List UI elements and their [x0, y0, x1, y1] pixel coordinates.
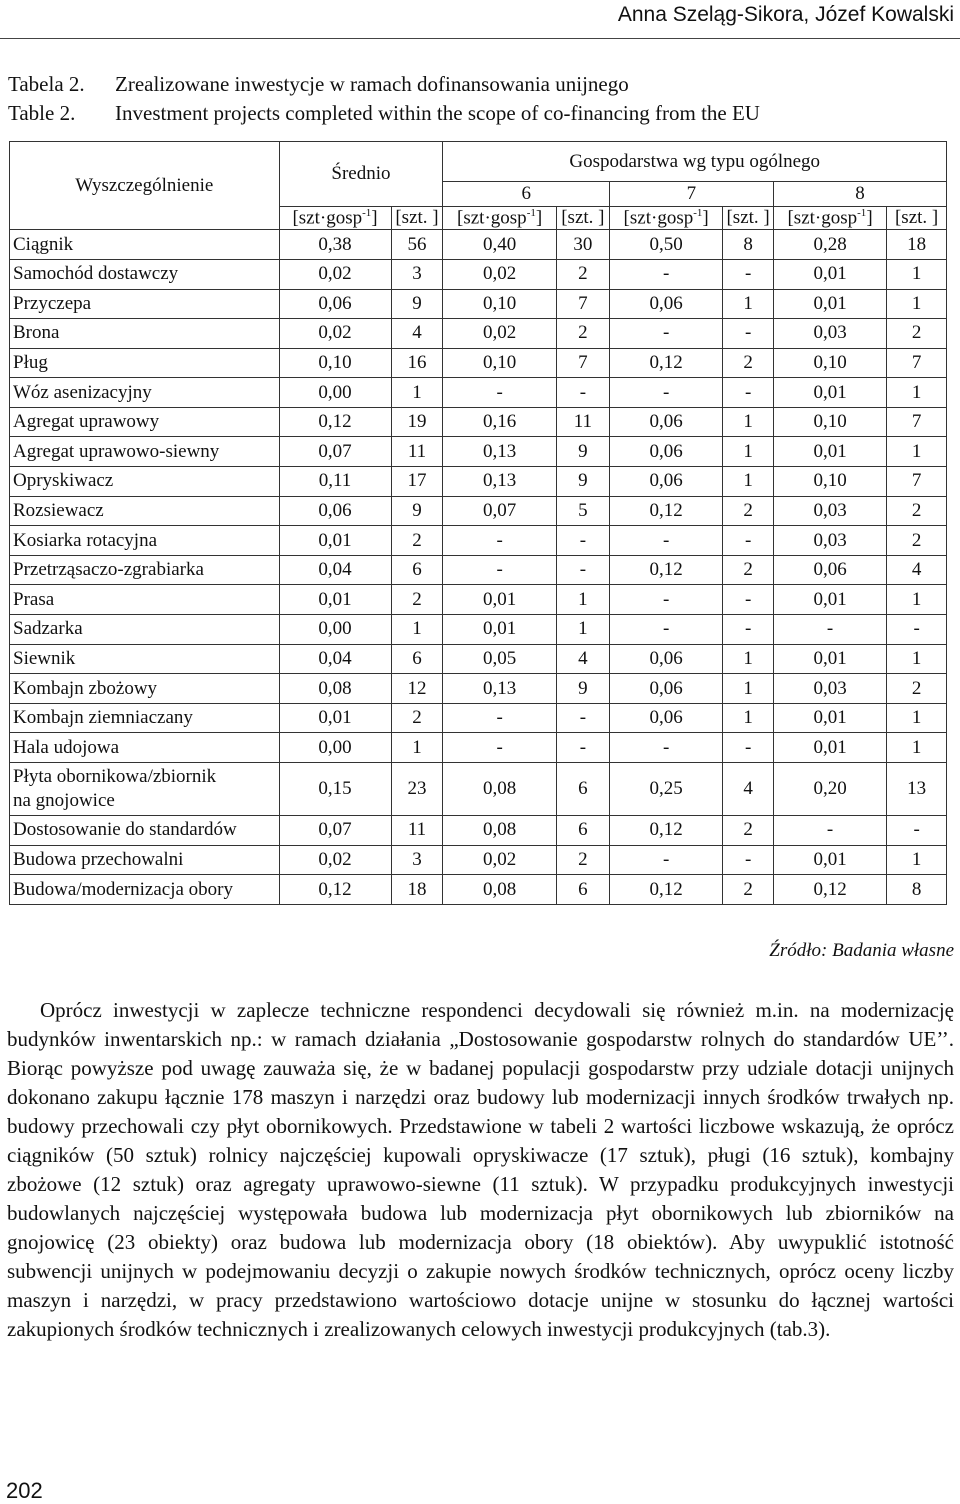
cell-value: 12 [391, 674, 443, 704]
cell-value: 0,01 [773, 644, 886, 674]
cell-value: - [609, 585, 722, 615]
table-row [10, 733, 947, 763]
row-label: Agregat uprawowy [10, 407, 280, 437]
cell-value: 0,03 [773, 319, 886, 349]
cell-value: 11 [391, 437, 443, 467]
table-row [10, 467, 947, 497]
cell-value: 0,02 [279, 259, 391, 289]
table-row [10, 407, 947, 437]
caption-pl-title: Zrealizowane inwestycje w ramach dofinansowania unijnego [115, 72, 629, 96]
row-label: Płyta obornikowa/zbiornik na gnojowice [10, 763, 280, 816]
table-caption [8, 70, 760, 128]
row-label: Sadzarka [10, 615, 280, 645]
cell-value: 11 [556, 407, 609, 437]
cell-value: 7 [887, 467, 947, 497]
cell-value: - [556, 378, 609, 408]
table-row [10, 496, 947, 526]
cell-value: 0,06 [609, 644, 722, 674]
cell-value: - [443, 733, 556, 763]
cell-value: 8 [723, 230, 774, 260]
cell-value: 0,01 [773, 585, 886, 615]
cell-value: 0,06 [609, 407, 722, 437]
cell-value: 3 [391, 259, 443, 289]
page-number: 202 [6, 1478, 43, 1503]
cell-value: 0,08 [279, 674, 391, 704]
investment-table [9, 141, 947, 905]
cell-value: 0,01 [773, 378, 886, 408]
cell-value: 1 [723, 703, 774, 733]
cell-value: 0,28 [773, 230, 886, 260]
cell-value: - [609, 615, 722, 645]
table-row [10, 644, 947, 674]
unit-rate-1: [szt·gosp$^{-1}$] [443, 207, 556, 230]
cell-value: 0,10 [773, 348, 886, 378]
row-label: Kosiarka rotacyjna [10, 526, 280, 556]
header-type-7: 7 [609, 182, 773, 207]
cell-value: 7 [887, 348, 947, 378]
cell-value: 18 [887, 230, 947, 260]
table-row [10, 703, 947, 733]
cell-value: 18 [391, 875, 443, 905]
cell-value: 0,25 [609, 763, 722, 816]
table-row [10, 348, 947, 378]
cell-value: 1 [723, 644, 774, 674]
body-paragraph: Oprócz inwestycji w zaplecze techniczne respondenci decydowali się również m.in. na modernizację budynków inwentarskich np.: w ramach działania „Dostosowanie gospodarstw rolnych do standardów UE’’. Biorąc powyższe pod uwagę zauważa się, że w badanej populacji gospodarstw przy udziale dotacji unijnych dokonano zakupu łącznie 178 maszyn i narzędzi oraz budowy lub modernizacji innych środków trwałych np. budowy przechowali czy płyt obornikowych. Przedstawione w tabeli 2 wartości liczbowe wskazują, że oprócz ciągników (50 sztuk) rolnicy najczęściej kupowali opryskiwacze (17 sztuk), pługi (16 sztuk), kombajny zbożowe (12 sztuk) oraz agregaty uprawowo-siewne (11 sztuk). W przypadku produkcyjnych inwestycji budowlanych najczęściej występowała budowa lub modernizacja płyt obornikowych lub zbiorników na gnojowicę (23 obiekty) oraz budowa lub modernizacja obory (18 obiektów). Aby uwypuklić istotność subwencji unijnych w podejmowaniu decyzji o zakupie nowych środków technicznych, oprócz oceny liczby maszyn i narzędzi, w pracy przedstawiono wartościowo dotacje unijne w stosunku do łącznej wartości zakupionych środków technicznych i zrealizowanych celowych inwestycji produkcyjnych (tab.3). [7, 998, 954, 1341]
cell-value: 0,00 [279, 615, 391, 645]
cell-value: 0,07 [279, 437, 391, 467]
cell-value: 2 [723, 348, 774, 378]
cell-value: 0,06 [279, 496, 391, 526]
cell-value: 11 [391, 816, 443, 846]
cell-value: 0,01 [773, 733, 886, 763]
cell-value: - [609, 378, 722, 408]
cell-value: - [609, 259, 722, 289]
cell-value: 7 [556, 289, 609, 319]
cell-value: 0,01 [773, 289, 886, 319]
cell-value: 0,04 [279, 644, 391, 674]
header-gospodarstwa: Gospodarstwa wg typu ogólnego [443, 142, 947, 182]
row-label: Samochód dostawczy [10, 259, 280, 289]
cell-value: 0,06 [609, 437, 722, 467]
row-label: Brona [10, 319, 280, 349]
cell-value: 1 [391, 378, 443, 408]
row-label: Rozsiewacz [10, 496, 280, 526]
cell-value: 9 [391, 289, 443, 319]
cell-value: 1 [723, 674, 774, 704]
cell-value: 56 [391, 230, 443, 260]
cell-value: 9 [556, 674, 609, 704]
cell-value: 0,01 [773, 845, 886, 875]
cell-value: - [556, 703, 609, 733]
cell-value: 0,16 [443, 407, 556, 437]
cell-value: 2 [887, 526, 947, 556]
cell-value: 0,40 [443, 230, 556, 260]
row-label: Agregat uprawowo-siewny [10, 437, 280, 467]
cell-value: - [723, 733, 774, 763]
cell-value: 2 [556, 259, 609, 289]
cell-value: - [609, 319, 722, 349]
cell-value: 0,01 [443, 615, 556, 645]
cell-value: 2 [723, 816, 774, 846]
table-row [10, 816, 947, 846]
cell-value: 0,12 [609, 348, 722, 378]
table-row [10, 526, 947, 556]
caption-en [8, 99, 760, 128]
cell-value: 5 [556, 496, 609, 526]
header-authors: Anna Szeląg-Sikora, Józef Kowalski [617, 3, 954, 26]
cell-value: 1 [391, 615, 443, 645]
cell-value: - [443, 378, 556, 408]
cell-value: - [773, 615, 886, 645]
cell-value: 9 [556, 437, 609, 467]
cell-value: 0,06 [609, 467, 722, 497]
cell-value: - [887, 615, 947, 645]
cell-value: 1 [887, 585, 947, 615]
unit-rate-0: [szt·gosp$^{-1}$] [279, 207, 391, 230]
row-label: Wóz asenizacyjny [10, 378, 280, 408]
cell-value: 2 [723, 496, 774, 526]
cell-value: 1 [391, 733, 443, 763]
cell-value: 0,10 [443, 348, 556, 378]
cell-value: 8 [887, 875, 947, 905]
cell-value: 30 [556, 230, 609, 260]
cell-value: 0,01 [279, 703, 391, 733]
cell-value: 0,00 [279, 733, 391, 763]
header-type-8: 8 [773, 182, 946, 207]
cell-value: 0,12 [279, 875, 391, 905]
cell-value: 0,06 [609, 703, 722, 733]
table-row [10, 674, 947, 704]
cell-value: 0,08 [443, 763, 556, 816]
cell-value: 0,11 [279, 467, 391, 497]
unit-count-0: [szt. ] [391, 207, 443, 230]
table-row [10, 555, 947, 585]
cell-value: 16 [391, 348, 443, 378]
cell-value: - [609, 845, 722, 875]
row-label: Kombajn ziemniaczany [10, 703, 280, 733]
cell-value: 2 [391, 585, 443, 615]
cell-value: 1 [556, 585, 609, 615]
cell-value: 0,03 [773, 526, 886, 556]
cell-value: 2 [723, 555, 774, 585]
cell-value: - [723, 526, 774, 556]
cell-value: 0,07 [443, 496, 556, 526]
cell-value: - [773, 816, 886, 846]
row-label: Dostosowanie do standardów [10, 816, 280, 846]
cell-value: 0,06 [609, 674, 722, 704]
cell-value: 1 [723, 467, 774, 497]
cell-value: - [723, 585, 774, 615]
cell-value: - [723, 319, 774, 349]
cell-value: 0,01 [773, 259, 886, 289]
cell-value: - [609, 526, 722, 556]
table-row [10, 259, 947, 289]
cell-value: 6 [556, 816, 609, 846]
cell-value: - [609, 733, 722, 763]
cell-value: 13 [887, 763, 947, 816]
row-label: Prasa [10, 585, 280, 615]
header-rule [0, 38, 960, 39]
cell-value: 4 [887, 555, 947, 585]
cell-value: 0,07 [279, 816, 391, 846]
cell-value: 0,10 [443, 289, 556, 319]
table-row [10, 319, 947, 349]
row-label: Pług [10, 348, 280, 378]
cell-value: 0,02 [443, 319, 556, 349]
cell-value: 2 [556, 845, 609, 875]
cell-value: 0,20 [773, 763, 886, 816]
cell-value: 0,04 [279, 555, 391, 585]
table-row [10, 437, 947, 467]
row-label: Siewnik [10, 644, 280, 674]
cell-value: 0,13 [443, 467, 556, 497]
cell-value: 4 [391, 319, 443, 349]
cell-value: 0,12 [609, 875, 722, 905]
cell-value: - [887, 816, 947, 846]
cell-value: 0,01 [443, 585, 556, 615]
cell-value: 0,13 [443, 437, 556, 467]
cell-value: 1 [887, 378, 947, 408]
cell-value: 6 [556, 763, 609, 816]
cell-value: - [723, 845, 774, 875]
cell-value: 0,12 [609, 555, 722, 585]
cell-value: - [556, 526, 609, 556]
cell-value: 1 [887, 259, 947, 289]
cell-value: 1 [887, 703, 947, 733]
cell-value: - [443, 526, 556, 556]
cell-value: 2 [391, 703, 443, 733]
cell-value: 2 [887, 319, 947, 349]
table-row [10, 875, 947, 905]
unit-count-2: [szt. ] [723, 207, 774, 230]
cell-value: 0,10 [773, 407, 886, 437]
cell-value: - [723, 378, 774, 408]
cell-value: 1 [556, 615, 609, 645]
cell-value: 2 [887, 496, 947, 526]
table-row [10, 289, 947, 319]
cell-value: 0,03 [773, 496, 886, 526]
cell-value: - [723, 615, 774, 645]
cell-value: 19 [391, 407, 443, 437]
cell-value: 2 [391, 526, 443, 556]
cell-value: 0,02 [279, 845, 391, 875]
table-row [10, 845, 947, 875]
unit-rate-2: [szt·gosp$^{-1}$] [609, 207, 722, 230]
cell-value: 0,12 [279, 407, 391, 437]
row-label: Ciągnik [10, 230, 280, 260]
cell-value: 6 [556, 875, 609, 905]
cell-value: 1 [887, 289, 947, 319]
header-type-6: 6 [443, 182, 610, 207]
table-row [10, 615, 947, 645]
row-label: Budowa przechowalni [10, 845, 280, 875]
unit-count-3: [szt. ] [887, 207, 947, 230]
cell-value: 0,01 [773, 703, 886, 733]
cell-value: 17 [391, 467, 443, 497]
cell-value: 0,01 [279, 585, 391, 615]
cell-value: 9 [391, 496, 443, 526]
cell-value: 0,03 [773, 674, 886, 704]
cell-value: 0,02 [443, 845, 556, 875]
cell-value: 0,15 [279, 763, 391, 816]
caption-en-title: Investment projects completed within the scope of co-financing from the EU [115, 101, 760, 125]
cell-value: 0,12 [773, 875, 886, 905]
cell-value: 23 [391, 763, 443, 816]
table-row [10, 378, 947, 408]
cell-value: 1 [723, 289, 774, 319]
cell-value: 4 [556, 644, 609, 674]
row-label: Przyczepa [10, 289, 280, 319]
unit-rate-3: [szt·gosp$^{-1}$] [773, 207, 886, 230]
row-label: Kombajn zbożowy [10, 674, 280, 704]
cell-value: 0,01 [279, 526, 391, 556]
cell-value: 0,06 [279, 289, 391, 319]
cell-value: - [443, 703, 556, 733]
header-wyszczegolnienie: Wyszczególnienie [10, 142, 280, 230]
cell-value: 1 [887, 845, 947, 875]
table-row [10, 230, 947, 260]
cell-value: 1 [887, 733, 947, 763]
caption-en-label: Table 2. [8, 101, 76, 125]
cell-value: 0,08 [443, 816, 556, 846]
cell-value: 1 [887, 644, 947, 674]
row-label: Opryskiwacz [10, 467, 280, 497]
cell-value: 0,02 [443, 259, 556, 289]
unit-count-1: [szt. ] [556, 207, 609, 230]
cell-value: 2 [556, 319, 609, 349]
caption-pl-label: Tabela 2. [8, 72, 85, 96]
cell-value: 6 [391, 644, 443, 674]
cell-value: 0,06 [773, 555, 886, 585]
table-row [10, 585, 947, 615]
source-note: Źródło: Badania własne [769, 940, 954, 961]
cell-value: - [443, 555, 556, 585]
cell-value: 0,00 [279, 378, 391, 408]
cell-value: 0,01 [773, 437, 886, 467]
cell-value: 0,12 [609, 816, 722, 846]
cell-value: - [556, 733, 609, 763]
cell-value: 0,08 [443, 875, 556, 905]
cell-value: 4 [723, 763, 774, 816]
cell-value: 3 [391, 845, 443, 875]
row-label: Budowa/modernizacja obory [10, 875, 280, 905]
cell-value: - [556, 555, 609, 585]
cell-value: 6 [391, 555, 443, 585]
caption-pl [8, 70, 760, 99]
cell-value: 0,06 [609, 289, 722, 319]
cell-value: 0,10 [773, 467, 886, 497]
running-header [0, 0, 960, 40]
row-label: Przetrząsaczo-zgrabiarka [10, 555, 280, 585]
row-label: Hala udojowa [10, 733, 280, 763]
cell-value: 7 [887, 407, 947, 437]
cell-value: 0,02 [279, 319, 391, 349]
cell-value: 0,05 [443, 644, 556, 674]
cell-value: 9 [556, 467, 609, 497]
cell-value: 1 [723, 437, 774, 467]
cell-value: 0,38 [279, 230, 391, 260]
cell-value: 2 [723, 875, 774, 905]
cell-value: 0,12 [609, 496, 722, 526]
cell-value: 1 [723, 407, 774, 437]
header-srednio: Średnio [279, 142, 443, 207]
cell-value: 1 [887, 437, 947, 467]
cell-value: 0,50 [609, 230, 722, 260]
cell-value: 2 [887, 674, 947, 704]
cell-value: - [723, 259, 774, 289]
cell-value: 7 [556, 348, 609, 378]
table-row [10, 763, 947, 816]
cell-value: 0,10 [279, 348, 391, 378]
cell-value: 0,13 [443, 674, 556, 704]
